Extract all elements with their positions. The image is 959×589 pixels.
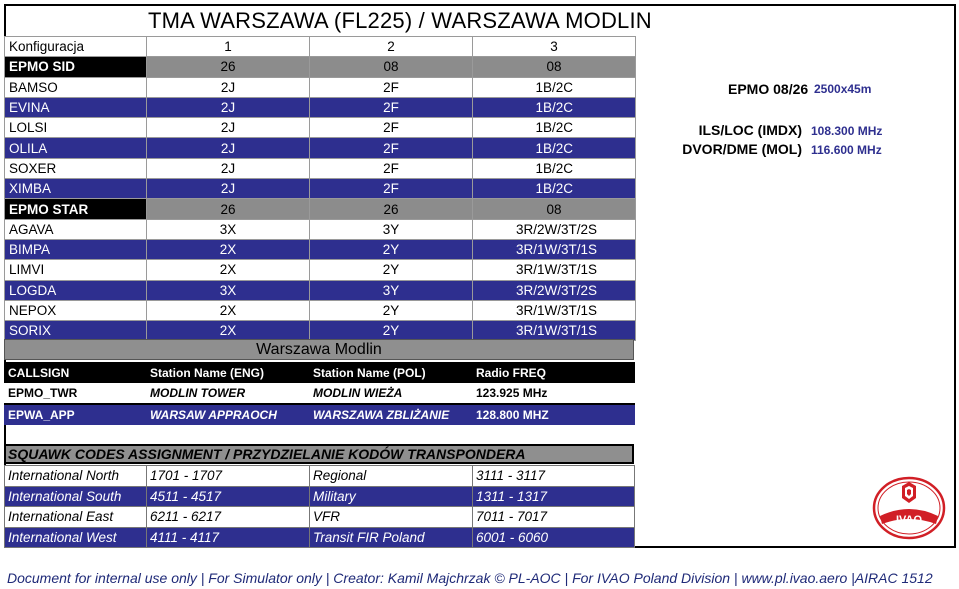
sid-cfg-3: 1B/2C xyxy=(473,97,636,117)
sid-name: XIMBA xyxy=(5,179,147,199)
squawk-category: Regional xyxy=(310,466,473,487)
sid-cfg-3: 1B/2C xyxy=(473,179,636,199)
star-cfg-1: 2X xyxy=(147,321,310,341)
squawk-category: International East xyxy=(5,507,147,528)
star-name: SORIX xyxy=(5,321,147,341)
squawk-range: 1311 - 1317 xyxy=(473,486,635,507)
star-name: LIMVI xyxy=(5,260,147,280)
radio-freq-header: Radio FREQ xyxy=(472,362,635,383)
sid-name: OLILA xyxy=(5,138,147,158)
route-table xyxy=(4,36,636,341)
star-row xyxy=(5,219,636,239)
sid-header-row xyxy=(5,57,636,77)
station-callsign: EPMO_TWR xyxy=(4,383,146,404)
sid-cfg-2: 2F xyxy=(310,77,473,97)
station-name-eng: MODLIN TOWER xyxy=(146,383,309,404)
star-cfg-3: 3R/2W/3T/2S xyxy=(473,219,636,239)
ils-freq: 108.300 MHz xyxy=(811,124,883,138)
sid-header-rwy-2: 08 xyxy=(310,57,473,77)
sid-cfg-1: 2J xyxy=(147,97,310,117)
sid-header-rwy-1: 26 xyxy=(147,57,310,77)
modlin-band: Warszawa Modlin xyxy=(4,339,634,360)
squawk-range: 4111 - 4117 xyxy=(147,527,310,548)
stations-header-row xyxy=(4,362,635,383)
station-eng-header: Station Name (ENG) xyxy=(146,362,309,383)
station-row xyxy=(4,404,635,425)
squawk-row xyxy=(5,527,635,548)
station-freq: 128.800 MHZ xyxy=(472,404,635,425)
sid-cfg-3: 1B/2C xyxy=(473,138,636,158)
sid-cfg-3: 1B/2C xyxy=(473,158,636,178)
star-cfg-3: 3R/1W/3T/1S xyxy=(473,300,636,320)
star-cfg-2: 2Y xyxy=(310,260,473,280)
star-cfg-1: 2X xyxy=(147,260,310,280)
sid-row xyxy=(5,158,636,178)
star-row xyxy=(5,321,636,341)
sid-cfg-2: 2F xyxy=(310,179,473,199)
star-cfg-1: 2X xyxy=(147,239,310,259)
config-1: 1 xyxy=(147,37,310,57)
sid-cfg-1: 2J xyxy=(147,77,310,97)
sid-cfg-1: 2J xyxy=(147,179,310,199)
star-name: LOGDA xyxy=(5,280,147,300)
squawk-category: Military xyxy=(310,486,473,507)
squawk-range: 7011 - 7017 xyxy=(473,507,635,528)
star-cfg-3: 3R/1W/3T/1S xyxy=(473,260,636,280)
star-row xyxy=(5,239,636,259)
squawk-range: 4511 - 4517 xyxy=(147,486,310,507)
squawk-category: VFR xyxy=(310,507,473,528)
squawk-title: SQUAWK CODES ASSIGNMENT / PRZYDZIELANIE KODÓW TRANSPONDERA xyxy=(4,444,634,464)
squawk-category: International North xyxy=(5,466,147,487)
config-row xyxy=(5,37,636,57)
star-cfg-1: 3X xyxy=(147,219,310,239)
footer-text: Document for internal use only | For Simulator only | Creator: Kamil Majchrzak © PL-AOC | For IVAO Poland Division | www.pl.ivao.aero |AIRAC 1512 xyxy=(7,570,933,586)
squawk-row xyxy=(5,507,635,528)
runway-label: EPMO 08/26 xyxy=(728,81,809,97)
star-row xyxy=(5,260,636,280)
sid-cfg-3: 1B/2C xyxy=(473,77,636,97)
star-cfg-2: 3Y xyxy=(310,219,473,239)
sid-row xyxy=(5,179,636,199)
station-name-pol: MODLIN WIEŻA xyxy=(309,383,472,404)
star-cfg-2: 3Y xyxy=(310,280,473,300)
squawk-range: 6211 - 6217 xyxy=(147,507,310,528)
star-header-rwy-3: 08 xyxy=(473,199,636,219)
sid-row xyxy=(5,118,636,138)
dvor-freq: 116.600 MHz xyxy=(811,143,882,157)
station-freq: 123.925 MHz xyxy=(472,383,635,404)
squawk-table xyxy=(4,465,635,548)
runway-size: 2500x45m xyxy=(814,82,872,96)
station-row xyxy=(4,383,635,404)
sid-row xyxy=(5,138,636,158)
squawk-row xyxy=(5,466,635,487)
squawk-range: 6001 - 6060 xyxy=(473,527,635,548)
squawk-category: International South xyxy=(5,486,147,507)
star-name: BIMPA xyxy=(5,239,147,259)
stations-table xyxy=(4,362,635,425)
star-row xyxy=(5,300,636,320)
star-name: NEPOX xyxy=(5,300,147,320)
sid-cfg-1: 2J xyxy=(147,118,310,138)
sid-name: LOLSI xyxy=(5,118,147,138)
star-cfg-1: 2X xyxy=(147,300,310,320)
star-header-rwy-1: 26 xyxy=(147,199,310,219)
squawk-row xyxy=(5,486,635,507)
squawk-category: Transit FIR Poland xyxy=(310,527,473,548)
squawk-range: 3111 - 3117 xyxy=(473,466,635,487)
sid-name: BAMSO xyxy=(5,77,147,97)
station-name-pol: WARSZAWA ZBLIŻANIE xyxy=(309,404,472,425)
sid-row xyxy=(5,77,636,97)
star-cfg-3: 3R/1W/3T/1S xyxy=(473,321,636,341)
sid-header-rwy-3: 08 xyxy=(473,57,636,77)
star-name: AGAVA xyxy=(5,219,147,239)
squawk-category: International West xyxy=(5,527,147,548)
sid-cfg-1: 2J xyxy=(147,158,310,178)
sid-cfg-2: 2F xyxy=(310,158,473,178)
star-cfg-2: 2Y xyxy=(310,321,473,341)
callsign-header: CALLSIGN xyxy=(4,362,146,383)
logo-text: IVAO xyxy=(895,514,923,526)
station-callsign: EPWA_APP xyxy=(4,404,146,425)
star-cfg-1: 3X xyxy=(147,280,310,300)
sid-cfg-2: 2F xyxy=(310,97,473,117)
config-3: 3 xyxy=(473,37,636,57)
sid-cfg-1: 2J xyxy=(147,138,310,158)
page-title: TMA WARSZAWA (FL225) / WARSZAWA MODLIN xyxy=(148,8,652,33)
sid-name: SOXER xyxy=(5,158,147,178)
sid-name: EVINA xyxy=(5,97,147,117)
sid-cfg-2: 2F xyxy=(310,138,473,158)
ivao-logo xyxy=(872,476,946,540)
dvor-label: DVOR/DME (MOL) xyxy=(682,141,802,157)
star-cfg-2: 2Y xyxy=(310,300,473,320)
star-header-row xyxy=(5,199,636,219)
config-label: Konfiguracja xyxy=(5,37,147,57)
star-cfg-2: 2Y xyxy=(310,239,473,259)
star-cfg-3: 3R/2W/3T/2S xyxy=(473,280,636,300)
sid-cfg-3: 1B/2C xyxy=(473,118,636,138)
station-name-eng: WARSAW APPRAOCH xyxy=(146,404,309,425)
sid-cfg-2: 2F xyxy=(310,118,473,138)
star-header-label: EPMO STAR xyxy=(5,199,147,219)
star-row xyxy=(5,280,636,300)
star-cfg-3: 3R/1W/3T/1S xyxy=(473,239,636,259)
station-pol-header: Station Name (POL) xyxy=(309,362,472,383)
sid-header-label: EPMO SID xyxy=(5,57,147,77)
squawk-range: 1701 - 1707 xyxy=(147,466,310,487)
star-header-rwy-2: 26 xyxy=(310,199,473,219)
sid-row xyxy=(5,97,636,117)
config-2: 2 xyxy=(310,37,473,57)
ils-label: ILS/LOC (IMDX) xyxy=(698,122,802,138)
